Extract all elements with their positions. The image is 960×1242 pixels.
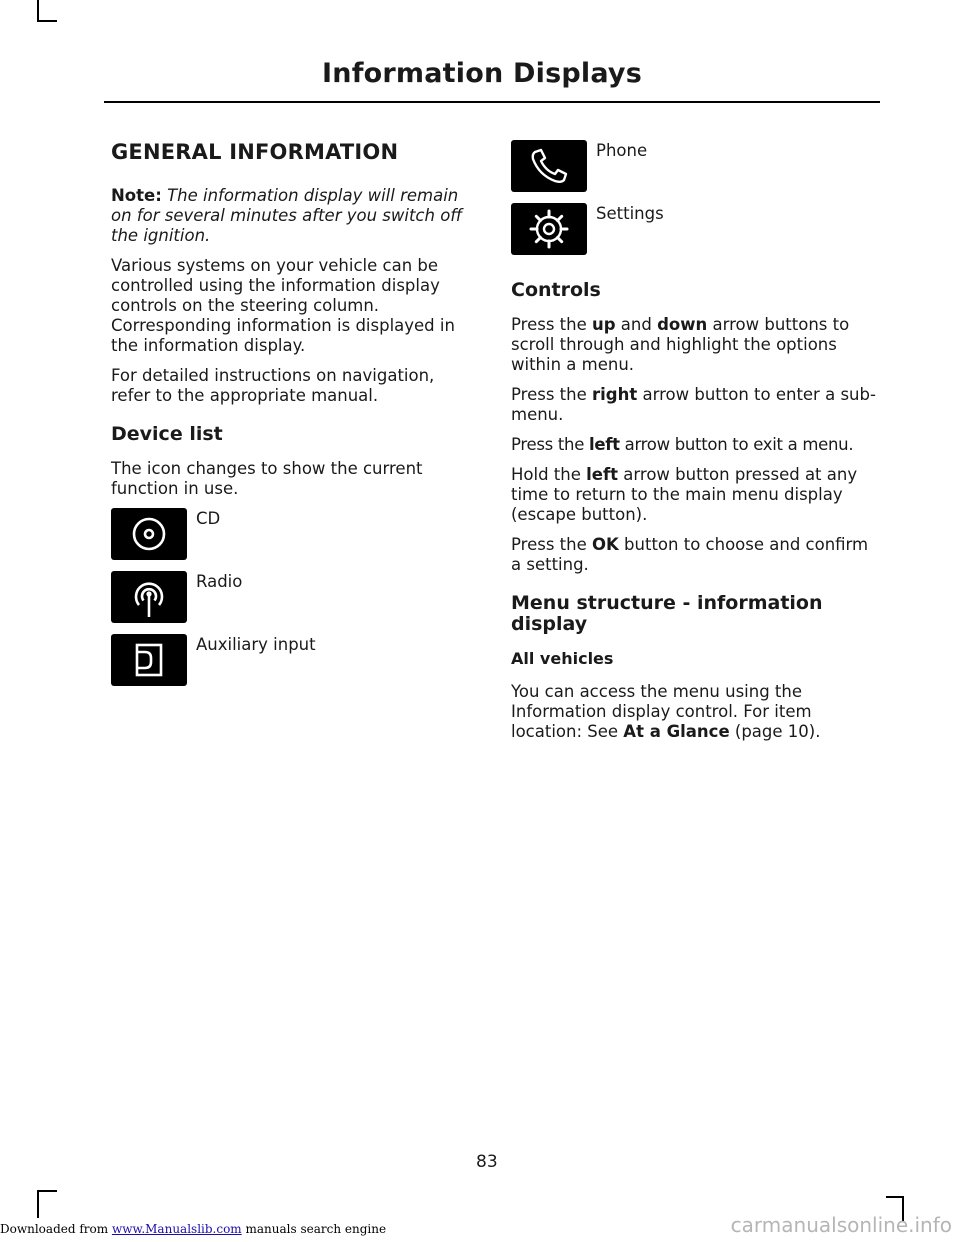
cd-icon xyxy=(111,508,187,560)
device-label: Phone xyxy=(596,141,648,160)
controls-paragraph: Press the OK button to choose and confirm a setting. xyxy=(511,535,869,574)
cross-reference: At a Glance xyxy=(623,722,730,741)
body-paragraph: Various systems on your vehicle can be controlled using the information display controls on the steering column. Corresponding information is displayed in the information display. xyxy=(111,256,455,355)
left-column xyxy=(111,140,473,697)
device-row-radio xyxy=(111,571,473,634)
note-text: The information display will remain on for several minutes after you switch off the ignition. xyxy=(111,186,463,245)
device-row-cd xyxy=(111,508,473,571)
phone-icon xyxy=(511,140,587,192)
device-row-phone xyxy=(511,140,876,203)
note-paragraph xyxy=(111,186,473,246)
device-label: Radio xyxy=(196,572,243,591)
note-label: Note: xyxy=(111,186,162,205)
page-header-title: Information Displays xyxy=(322,58,642,89)
gear-icon xyxy=(511,203,587,255)
subsection-heading: Menu structure - information display xyxy=(511,592,823,635)
aux-input-icon xyxy=(111,634,187,686)
header-divider xyxy=(104,101,880,103)
page-number: 83 xyxy=(476,1152,498,1172)
device-label: Auxiliary input xyxy=(196,635,316,654)
controls-paragraph: Hold the left arrow button pressed at any time to return to the main menu display (escape button). xyxy=(511,465,858,524)
body-paragraph: The icon changes to show the current function in use. xyxy=(111,459,423,498)
crop-mark xyxy=(886,1196,904,1198)
crop-mark xyxy=(37,0,39,22)
crop-mark xyxy=(37,20,57,22)
crop-mark xyxy=(37,1190,39,1218)
device-label: Settings xyxy=(596,204,664,223)
subsection-heading: Controls xyxy=(511,279,601,301)
minor-heading: All vehicles xyxy=(511,649,614,668)
controls-paragraph: Press the up and down arrow buttons to scroll through and highlight the options within a menu. xyxy=(511,315,850,374)
download-footer: Downloaded from www.Manualslib.com manuals search engine xyxy=(0,1222,387,1236)
crop-mark xyxy=(37,1190,57,1192)
controls-paragraph: Press the right arrow button to enter a sub-menu. xyxy=(511,385,876,424)
device-row-settings xyxy=(511,203,876,266)
watermark: carmanualsonline.info xyxy=(730,1213,952,1237)
radio-icon xyxy=(111,571,187,623)
device-label: CD xyxy=(196,509,221,528)
body-paragraph: For detailed instructions on navigation, refer to the appropriate manual. xyxy=(111,366,435,405)
device-row-aux xyxy=(111,634,473,697)
right-column xyxy=(511,140,876,752)
subsection-heading: Device list xyxy=(111,423,223,445)
section-heading: GENERAL INFORMATION xyxy=(111,140,399,164)
access-paragraph: You can access the menu using the Information display control. For item location: See At a Glance (page 10). xyxy=(511,682,821,741)
controls-paragraph: Press the left arrow button to exit a menu. xyxy=(511,435,854,454)
manualslib-link[interactable]: www.Manualslib.com xyxy=(111,1222,242,1236)
